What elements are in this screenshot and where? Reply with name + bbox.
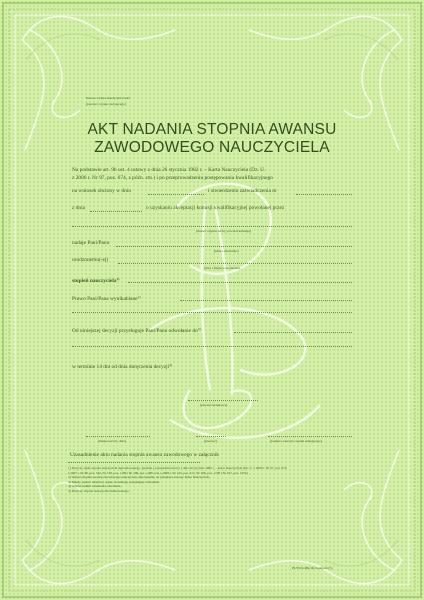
born-caption: (data i miejsce urodzenia) [204,266,241,270]
appeal-field[interactable] [234,332,352,333]
degree-sup: 1) [116,277,120,281]
document-title-line1: AKT NADANIA STOPNIA AWANSU [87,121,337,138]
footnotes-block [68,466,352,494]
footnote: 3) Należy wpisać właściwy organ, do którego przysługuje odwołanie. [68,479,160,484]
rights-label [72,294,141,302]
application-label: na wniosek złożony w dniu [72,188,131,194]
deadline-label [72,362,172,370]
rights-sup: 2) [137,295,141,299]
rights-text: Prawo Pani/Pana wynikabiane [72,296,138,302]
place-date-caption: (miejscowość, data) [98,439,126,443]
appeal-text: Od niniejszej decyzji przysługuje Pani/Panu odwołanie do [72,328,198,334]
footnote: 4) Wpisać termin wniesienia odwołania. [68,484,122,489]
footnotes-header: Uzasadnienie aktu nadania stopnia awansu zawodowego w załącznik [70,452,219,458]
legal-basis-line2: z 2006 r. Nr 97, poz. 674, z późn. zm.) i po przeprowadzeniu postępowania kwalifikacyjnego [72,175,273,181]
footnote: z 2007 r. Nr 80, poz. 542, Nr 158, poz. 1109 i Nr 180, poz. 1280 oraz z 2008 r. Nr 145, poz. 917, Nr 180, poz. 1109 i Nr 227, poz. 1505). [68,470,249,475]
form-code: PUTO/GDR/1R Komanit (5) [292,566,333,570]
application-date-field[interactable] [148,194,204,195]
born-field[interactable] [118,263,352,264]
rights-field-2[interactable] [72,312,352,313]
legal-basis-line1: Na podstawie art. 9b ust. 4 ustawy z dnia 26 stycznia 1982 r. – Karta Nauczyciela (Dz. U. [72,167,266,173]
degree-label [72,276,119,284]
application-suffix: i stwierdzeniu zaświadczenia m [208,188,277,194]
date-label: z dnia [72,205,86,211]
appeal-sup: 3) [197,327,201,331]
commission-field[interactable] [72,226,352,227]
appeal-label [72,326,201,334]
stamp-field[interactable] [188,400,258,401]
stamp-caption: (pieczęć urzędowa) [200,403,228,407]
born-label: urodzonemu(-ej) [72,257,109,263]
header-note-line2: (pieczęć organu nadającego) [86,102,126,106]
deadline-text: w terminie 14 dni od dnia doręczenia decyzji [72,364,170,370]
deadline-sup: 4) [169,363,173,367]
rights-field[interactable] [180,300,352,301]
header-note-line1: Nazwa i adres szkoły/placówki [86,96,130,100]
seal-caption: (pieczęć) [204,439,217,443]
commission-caption: (nazwa organu, który powołał komisję) [196,229,252,233]
footnote: 2) Wpisać stopień awansu zawodowego nauczyciela odpowiednio do przepisów ustawy Karta Nauczyciela. [68,475,210,480]
document-title-line2: ZAWODOWEGO NAUCZYCIELA [94,139,330,156]
footnote-divider [68,462,200,463]
degree-field[interactable] [128,282,352,283]
date-field[interactable] [90,211,142,212]
name-caption: (imię i nazwisko) [214,249,239,253]
footnote: 5) Dotyczy stopnia nauczyciela mianowanego. [68,488,130,493]
grants-to-label: nadaje Pani/Panu [72,240,110,246]
seal-field[interactable] [196,436,226,437]
date-suffix: o uzyskaniu akceptacji komisji kwalifikacyjnej powołanej przez [146,205,285,211]
signature-field[interactable] [268,436,352,437]
signature-caption: (podpis i pieczęć organu nadającego) [270,439,323,443]
place-date-field[interactable] [86,436,150,437]
name-field[interactable] [116,246,352,247]
footnote: 1) Dotyczy także stopnia nauczyciela dyplomowanego, zgodnie z przepisami ustawy z dnia 26 stycznia 1982 r. – Karta Nauczyciela (Dz. U. z 2006 r. Nr 97, poz. 674, [68,466,288,470]
appeal-field-2[interactable] [72,346,352,347]
application-extra-field[interactable] [296,194,352,195]
degree-label-text: stopień nauczyciela [72,278,117,284]
